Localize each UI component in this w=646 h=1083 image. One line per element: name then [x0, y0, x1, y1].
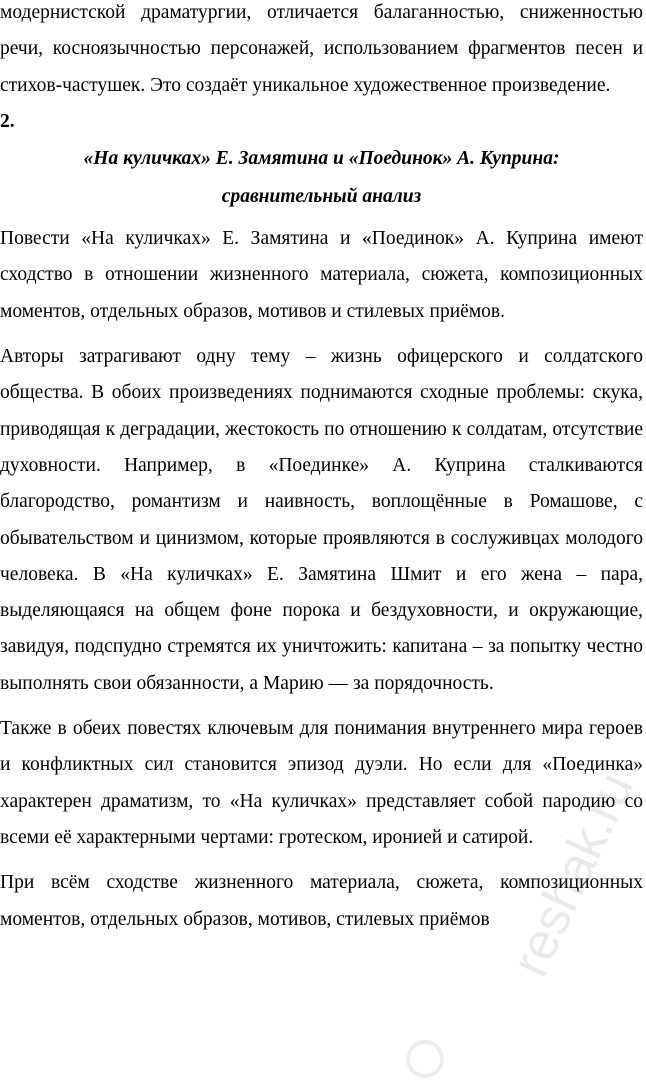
watermark: reshak.ru	[500, 763, 646, 985]
section-number: 2.	[0, 110, 15, 132]
heading-line-1: «На куличках» Е. Замятина и «Поединок» А. Куприна:	[83, 148, 560, 170]
heading-line-2: сравнительный анализ	[221, 186, 422, 208]
paragraph: Повести «На куличках» Е. Замятина и «Поединок» А. Куприна имеют сходство в отношении жизненного материала, сюжета, композиционных моментов, отдельных образов, мотивов и стилевых приёмов.	[0, 228, 643, 322]
section-heading	[0, 140, 643, 216]
paragraph: Также в обеих повестях ключевым для понимания внутреннего мира героев и конфликтных сил становится эпизод дуэли. Но если для «Поединка» характерен драматизм, то «На куличках» представляет собой пародию со всеми её характерными чертами: гротеском, иронией и сатирой.	[0, 718, 643, 848]
intro-paragraph: модернистской драматургии, отличается балаганностью, сниженностью речи, косноязычностью персонажей, использованием фрагментов песен и стихов-частушек. Это создаёт уникальное художественное произведение.	[0, 2, 643, 96]
paragraph: Авторы затрагивают одну тему – жизнь офицерского и солдатского общества. В обоих произведениях поднимаются сходные проблемы: скука, приводящая к деградации, жестокость по отношению к солдатам, отсутствие духовности. Например, в «Поединке» А. Куприна сталкиваются благородство, романтизм и наивность, воплощённые в Ромашове, с обывательством и цинизмом, которые проявляются в сослуживцах молодого человека. В «На куличках» Е. Замятина Шмит и его жена – пара, выделяющаяся на общем фоне порока и бездуховности, и окружающие, завидуя, подспудно стремятся их уничтожить: капитана – за попытку честно выполнять свои обязанности, а Марию — за порядочность.	[0, 346, 643, 694]
paragraph: При всём сходстве жизненного материала, сюжета, композиционных моментов, отдельных образов, мотивов, стилевых приёмов	[0, 872, 643, 930]
watermark-copyright-mark	[406, 1040, 444, 1078]
